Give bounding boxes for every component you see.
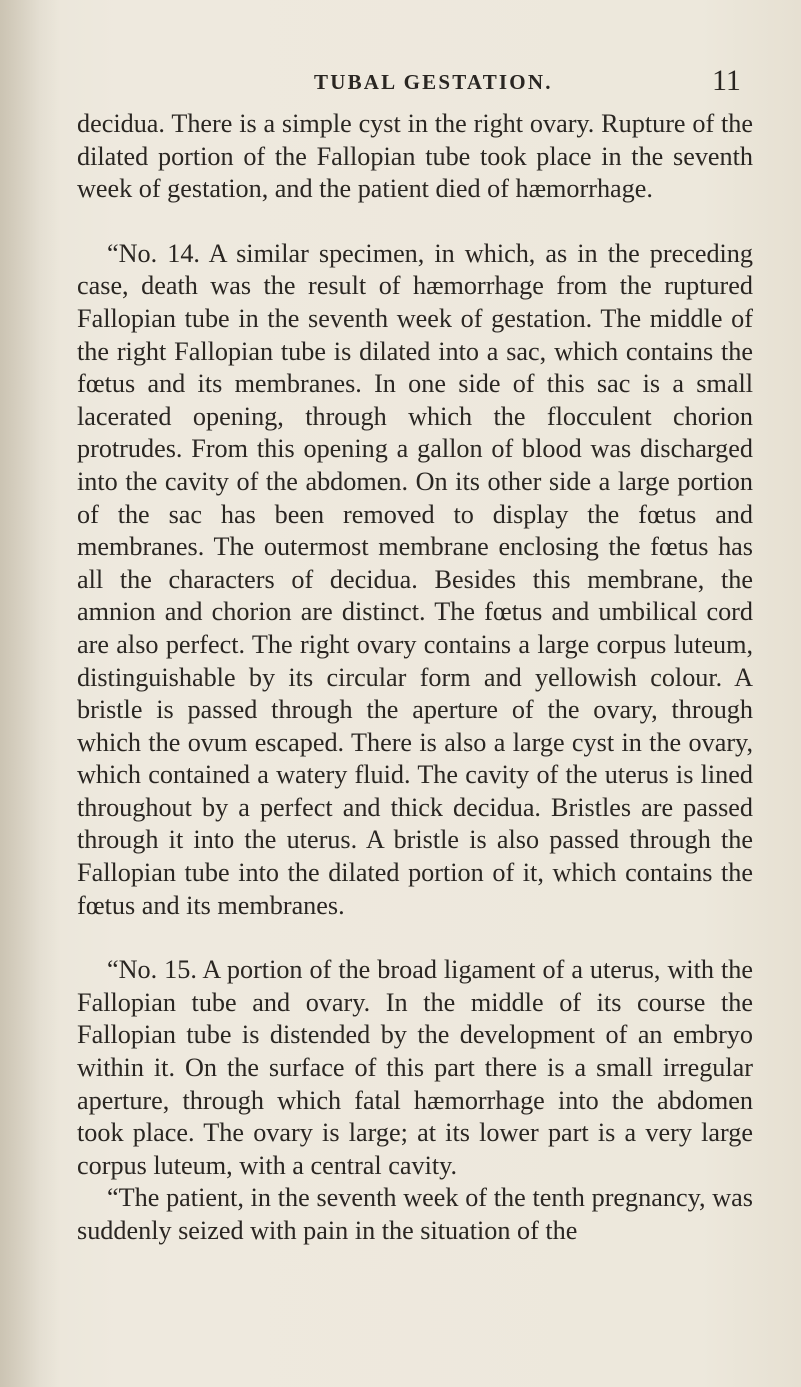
paragraph-specimen-14: “No. 14. A similar specimen, in which, as in the preceding case, death was the result of hæmorrhage from the ruptured Fallopian tube in the seventh week of gestation. The middle of the right Fallopian tube is dilated into a sac, which contains the fœtus and its membranes. In one side of this sac is a small lacerated opening, through which the flocculent chorion protrudes. From this opening a gallon of blood was discharged into the cavity of the abdomen. On its other side a large portion of the sac has been removed to display the fœtus and membranes. The outermost membrane enclosing the fœtus has all the characters of decidua. Besides this membrane, the amnion and chorion are distinct. The fœtus and umbilical cord are also perfect. The right ovary contains a large corpus luteum, distinguishable by its circular form and yellowish colour. A bristle is passed through the aperture of the ovary, through which the ovum escaped. There is also a large cyst in the ovary, which contained a watery fluid. The cavity of the uterus is lined throughout by a perfect and thick decidua. Bristles are passed through it into the uterus. A bristle is also passed through the Fallopian tube into the dilated portion of it, which contains the fœtus and its membranes. [77, 238, 753, 920]
body-text [77, 108, 753, 1248]
binding-shadow [0, 0, 60, 1387]
paragraph-continued: decidua. There is a simple cyst in the right ovary. Rupture of the dilated portion of the Fallopian tube took place in the seventh week of gestation, and the patient died of hæmorrhage. [77, 109, 753, 204]
paragraph-specimen-15: “No. 15. A portion of the broad ligament of a uterus, with the Fallopian tube and ovary. In the middle of its course the Fallopian tube is distended by the development of an embryo within it. On the surface of this part there is a small irregular aperture, through which fatal hæmorrhage into the abdomen took place. The ovary is large; at its lower part is a very large corpus luteum, with a central cavity. [77, 955, 753, 1180]
running-head: TUBAL GESTATION. [314, 70, 553, 94]
paragraph-patient-history: “The patient, in the seventh week of the tenth pregnancy, was suddenly seized with pain in the situation of the [77, 1183, 753, 1245]
paragraph-spacer [77, 922, 753, 954]
paragraph-spacer [77, 206, 753, 238]
page-number: 11 [712, 64, 741, 97]
page-header [0, 64, 801, 104]
